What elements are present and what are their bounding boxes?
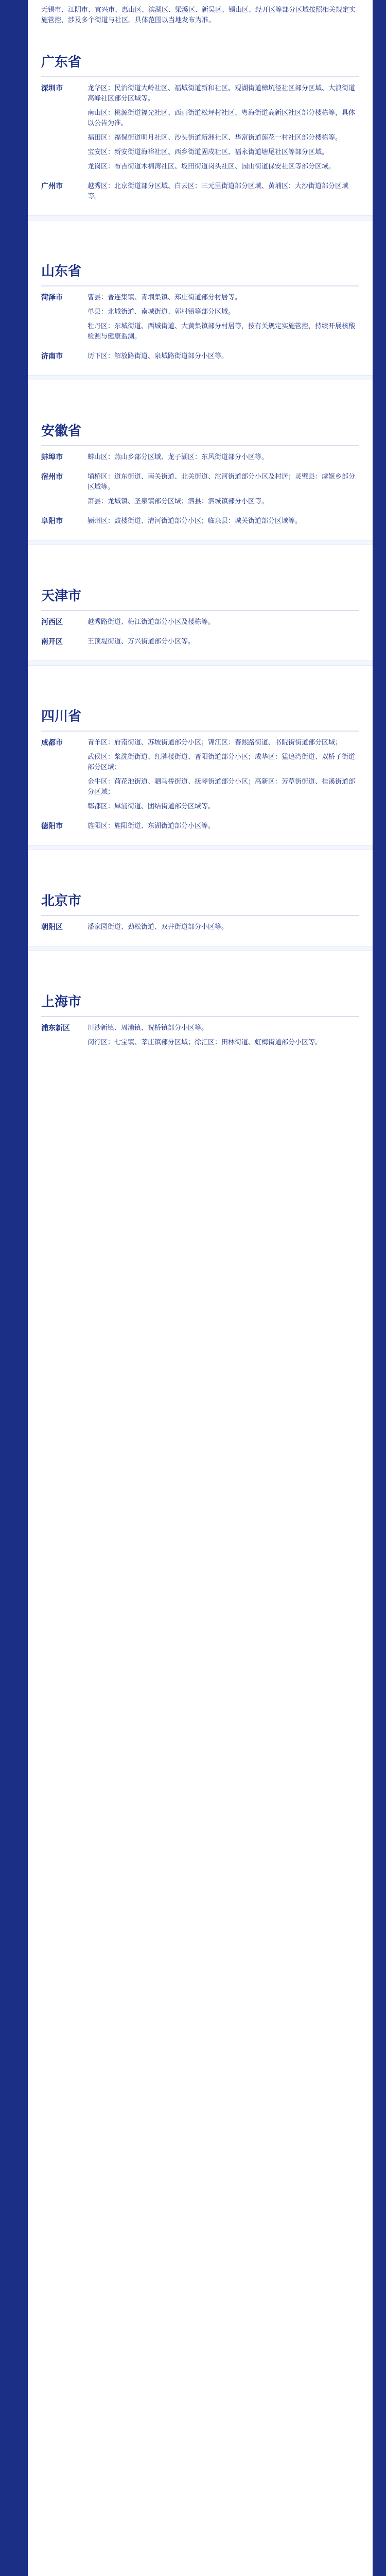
city-row — [41, 293, 359, 346]
city-paragraph: 颍州区：鼓楼街道、清河街道部分小区；临泉县：城关街道部分区域等。 — [87, 517, 302, 525]
section-divider — [28, 215, 373, 221]
city-paragraph: 龙岗区：布吉街道木棉湾社区、坂田街道岗头社区、园山街道保安社区等部分区域。 — [87, 163, 336, 171]
city-row — [41, 181, 359, 206]
spacer — [41, 380, 359, 409]
city-name: 济南市 — [41, 352, 63, 361]
city-name: 德阳市 — [41, 822, 63, 831]
province-title: 广东省 — [41, 55, 82, 70]
city-paragraph: 曹县：普连集镇、青堌集镇、郑庄街道部分村居等。 — [87, 294, 242, 301]
city-paragraph: 川沙新镇、周浦镇、祝桥镇部分小区等。 — [87, 1024, 208, 1032]
city-body — [87, 293, 359, 346]
intro-text: 无锡市、江阴市、宜兴市、惠山区、滨湖区、梁溪区、新吴区、锡山区、经开区等部分区域按照相关规定实施管控，涉及多个街道与社区。具体范围以当地发布为准。 — [41, 6, 356, 24]
city-name: 河西区 — [41, 618, 63, 626]
province-divider — [41, 731, 359, 732]
province-shandong — [41, 263, 359, 380]
province-divider — [41, 915, 359, 916]
city-paragraph: 福田区：福保街道明月社区、沙头街道新洲社区、华富街道莲花一村社区部分楼栋等。 — [87, 134, 342, 142]
city-paragraph: 埇桥区：道东街道、南关街道、北关街道、沱河街道部分小区及村居；灵璧县：虞姬乡部分区域等。 — [87, 473, 356, 491]
province-title: 上海市 — [41, 994, 82, 1010]
province-title: 四川省 — [41, 709, 82, 724]
city-row — [41, 637, 359, 651]
city-body — [87, 452, 359, 467]
province-shanghai — [41, 993, 359, 1052]
city-name: 成都市 — [41, 739, 63, 747]
city-paragraph: 单县：北城街道、南城街道、郭村镇等部分区域。 — [87, 308, 235, 316]
section-divider — [28, 375, 373, 380]
city-name: 浦东新区 — [41, 1024, 70, 1032]
city-paragraph: 潘家园街道、劲松街道、双井街道部分小区等。 — [87, 923, 229, 931]
city-paragraph: 萧县：龙城镇、圣泉镇部分区域；泗县：泗城镇部分小区等。 — [87, 498, 269, 505]
city-name: 阜阳市 — [41, 517, 63, 526]
city-body — [87, 922, 359, 937]
city-body — [87, 516, 359, 531]
city-row — [41, 738, 359, 816]
content-panel — [28, 0, 373, 2576]
province-title: 天津市 — [41, 588, 82, 604]
city-body — [87, 637, 359, 651]
city-row — [41, 351, 359, 366]
city-body — [87, 1023, 359, 1052]
city-paragraph: 王顶堤街道、万兴街道部分小区等。 — [87, 638, 195, 646]
province-divider — [41, 285, 359, 286]
city-row — [41, 83, 359, 176]
province-divider — [41, 610, 359, 611]
city-body — [87, 821, 359, 836]
city-name: 南开区 — [41, 638, 63, 646]
province-title: 北京市 — [41, 893, 82, 909]
spacer — [41, 221, 359, 249]
city-paragraph: 旌阳区：旌阳街道、东湖街道部分小区等。 — [87, 822, 215, 830]
section-divider — [28, 946, 373, 951]
city-row — [41, 617, 359, 632]
city-row — [41, 1023, 359, 1052]
city-body — [87, 181, 359, 206]
city-name: 蚌埠市 — [41, 453, 63, 462]
city-paragraph: 宝安区：新安街道海裕社区、西乡街道固戍社区、福永街道塘尾社区等部分区域。 — [87, 148, 329, 156]
city-name: 深圳市 — [41, 84, 63, 93]
city-body — [87, 472, 359, 511]
city-body — [87, 617, 359, 632]
city-name: 朝阳区 — [41, 923, 63, 931]
spacer — [41, 666, 359, 694]
city-row — [41, 821, 359, 836]
city-paragraph: 牡丹区：东城街道、西城街道、大黄集镇部分村居等，按有关规定实施管控，持续开展核酸检测与健康监测。 — [87, 323, 356, 341]
province-divider — [41, 76, 359, 77]
city-paragraph: 武侯区：浆洗街街道、红牌楼街道、晋阳街道部分小区；成华区：猛追湾街道、双桥子街道部分区域； — [87, 753, 356, 771]
city-paragraph: 郫都区：犀浦街道、团结街道部分区域等。 — [87, 803, 215, 810]
spacer — [41, 545, 359, 574]
province-guangdong — [41, 54, 359, 221]
spacer — [41, 850, 359, 879]
city-row — [41, 472, 359, 511]
province-title: 山东省 — [41, 264, 82, 279]
content-inner — [28, 0, 373, 2576]
city-paragraph: 闵行区：七宝镇、莘庄镇部分区域；徐汇区：田林街道、虹梅街道部分小区等。 — [87, 1039, 322, 1046]
city-paragraph: 历下区：解放路街道、泉城路街道部分小区等。 — [87, 352, 229, 360]
city-body — [87, 738, 359, 816]
province-sichuan — [41, 708, 359, 850]
city-paragraph: 蚌山区：燕山乡部分区域、龙子湖区：东风街道部分小区等。 — [87, 453, 269, 461]
city-name: 宿州市 — [41, 473, 63, 481]
city-paragraph: 南山区：桃源街道福光社区、西丽街道松坪村社区、粤海街道高新区社区部分楼栋等，具体以公告为准。 — [87, 109, 356, 127]
section-divider — [28, 845, 373, 850]
province-tianjin — [41, 587, 359, 666]
city-paragraph: 越秀区：北京街道部分区域、白云区：三元里街道部分区域、黄埔区：大沙街道部分区域等。 — [87, 182, 349, 200]
province-title: 安徽省 — [41, 423, 82, 439]
spacer — [41, 26, 359, 40]
city-name: 广州市 — [41, 182, 63, 191]
city-body — [87, 351, 359, 366]
section-divider — [28, 540, 373, 545]
city-name: 菏泽市 — [41, 294, 63, 302]
city-body — [87, 83, 359, 176]
city-paragraph: 青羊区：府南街道、苏坡街道部分小区；锦江区：春熙路街道、书院街街道部分区域； — [87, 739, 342, 747]
province-anhui — [41, 422, 359, 545]
city-row — [41, 922, 359, 937]
province-divider — [41, 1016, 359, 1017]
section-divider — [28, 660, 373, 666]
spacer — [41, 951, 359, 980]
city-paragraph: 龙华区：民治街道大岭社区、福城街道新和社区、观湖街道樟坑径社区部分区域、大浪街道高峰社区部分区域等。 — [87, 84, 356, 103]
city-paragraph: 金牛区：荷花池街道、驷马桥街道、抚琴街道部分小区；高新区：芳草街街道、桂溪街道部分区域； — [87, 778, 356, 796]
province-divider — [41, 445, 359, 446]
province-beijing — [41, 892, 359, 951]
city-paragraph: 越秀路街道、梅江街道部分小区及楼栋等。 — [87, 618, 215, 626]
city-row — [41, 452, 359, 467]
city-row — [41, 516, 359, 531]
